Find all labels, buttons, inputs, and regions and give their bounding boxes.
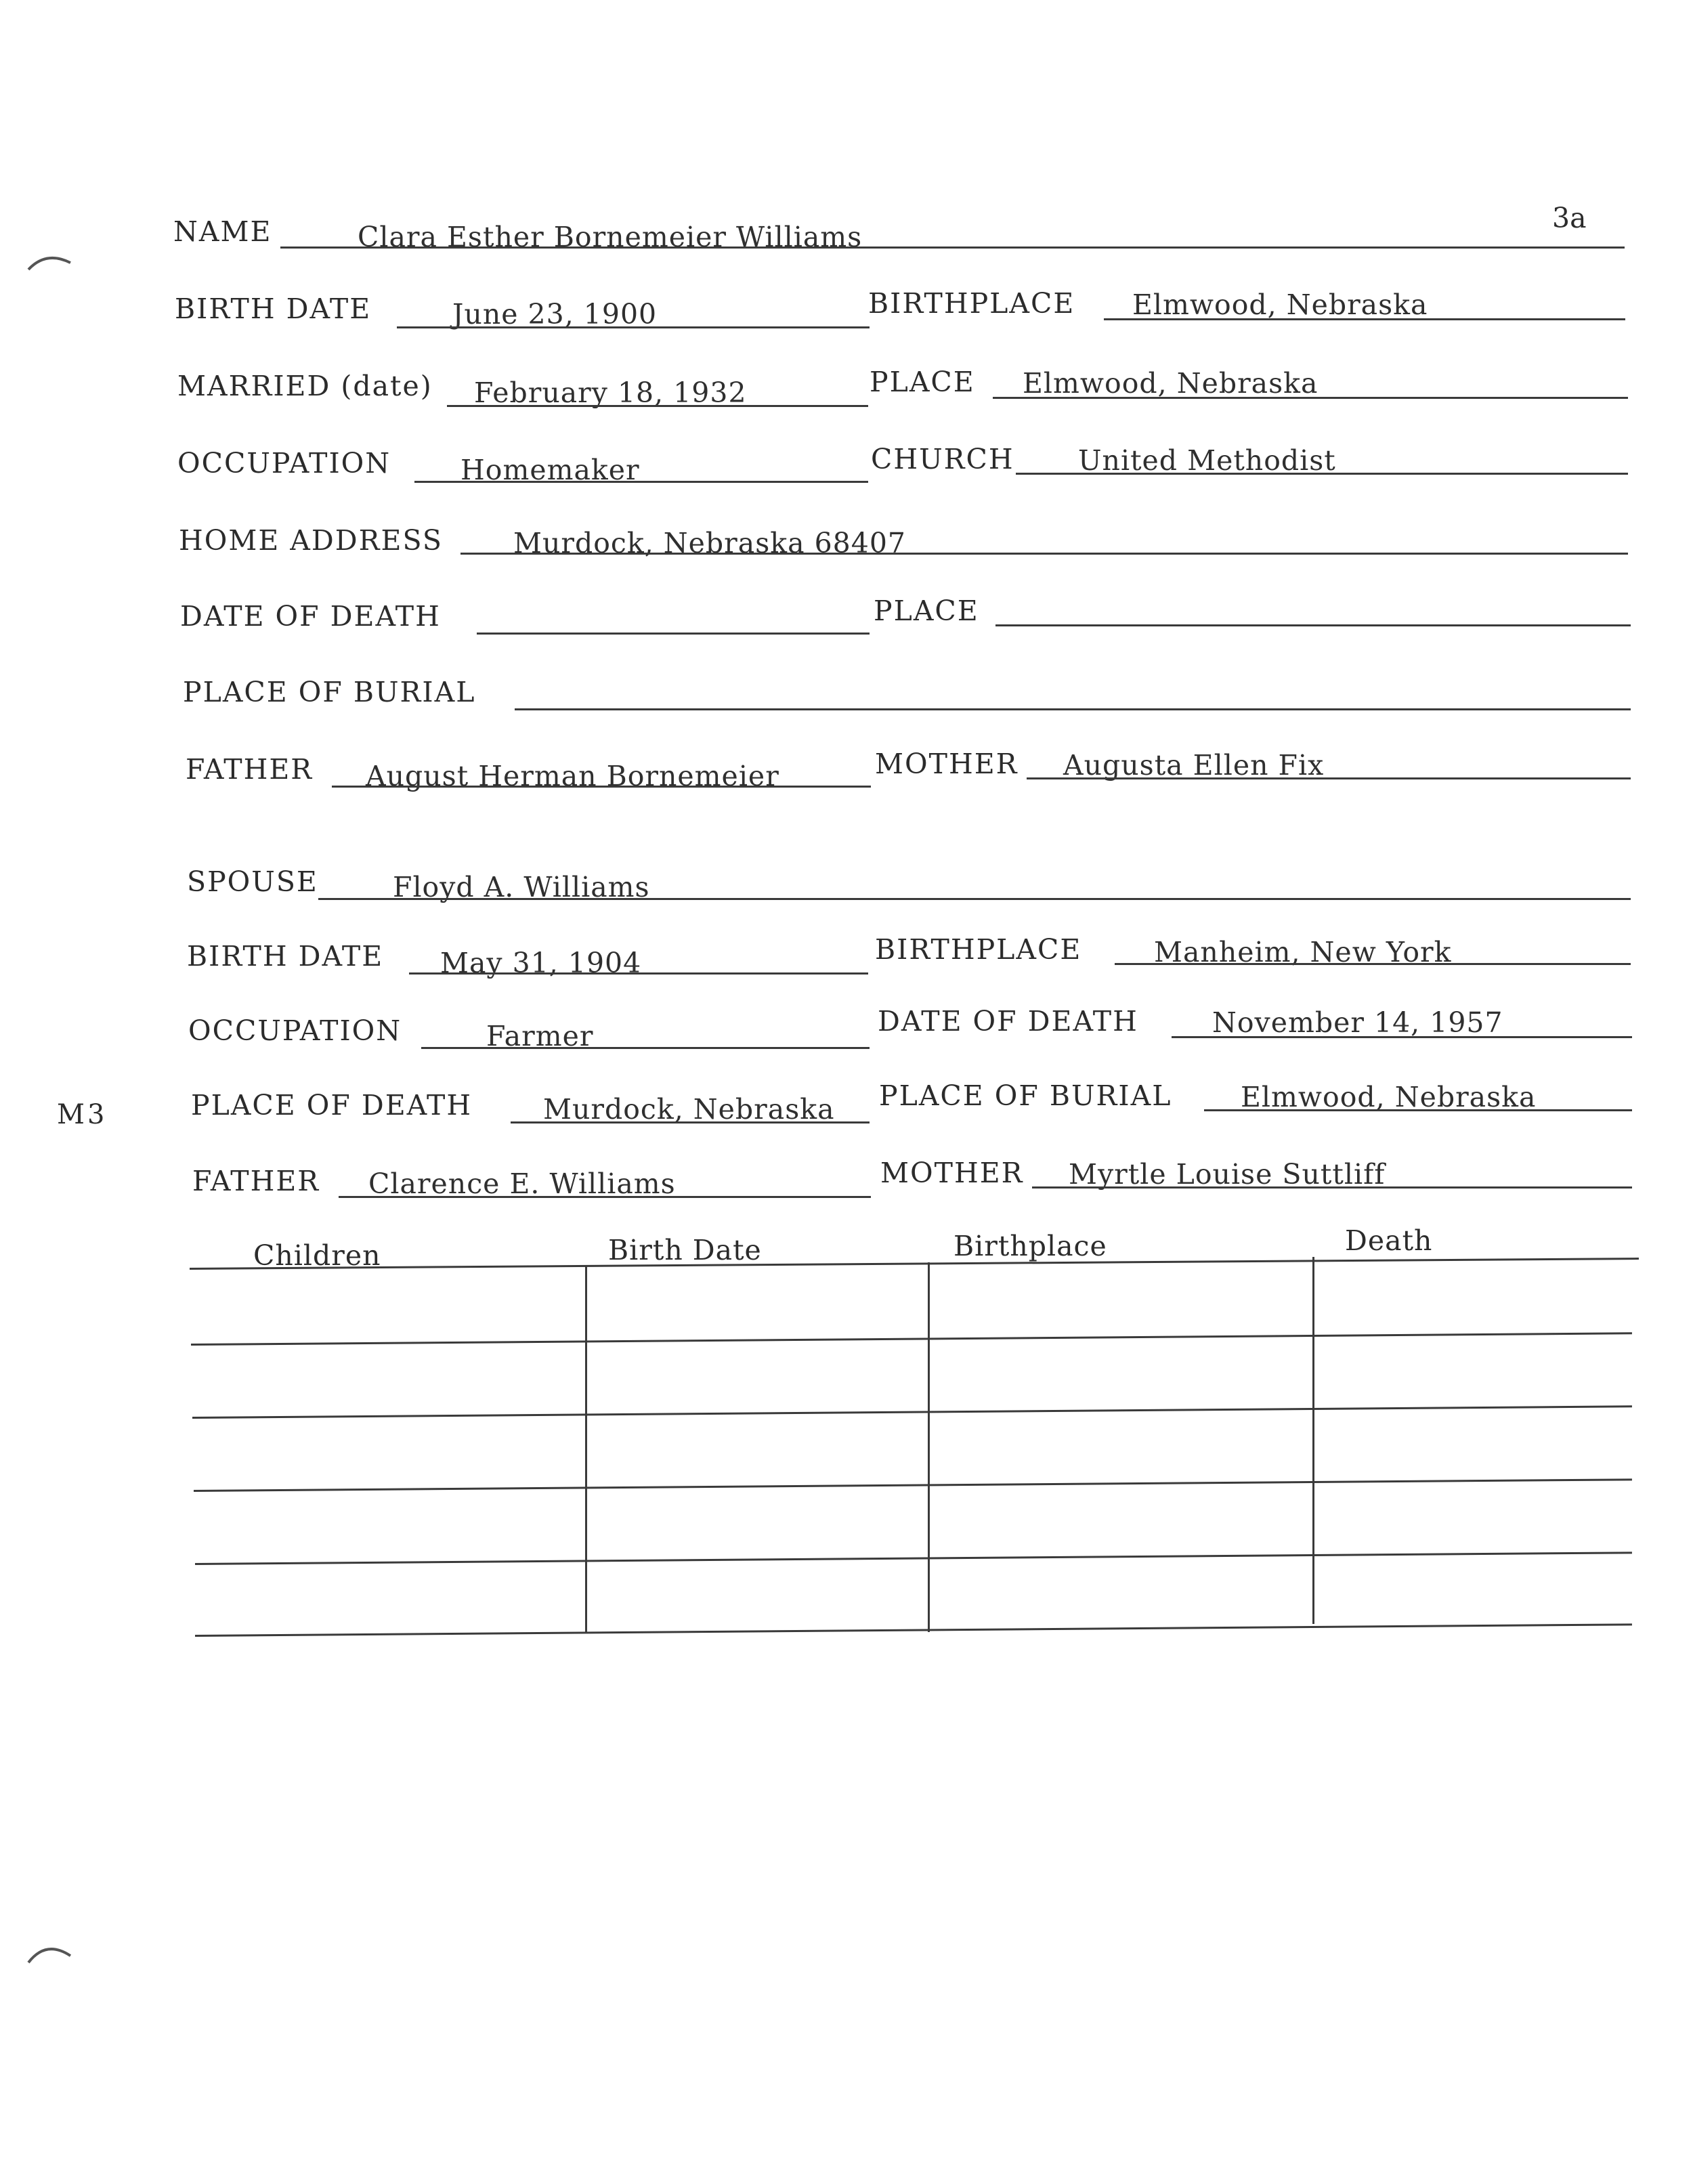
spouse-date-of-death-label: DATE OF DEATH xyxy=(878,1005,1138,1037)
home-address-label: HOME ADDRESS xyxy=(179,524,443,557)
spouse-date-of-death-value: November 14, 1957 xyxy=(1212,1006,1503,1039)
spouse-label: SPOUSE xyxy=(187,865,318,898)
spouse-place-of-death-rule xyxy=(511,1121,870,1123)
father-value: August Herman Bornemeier xyxy=(366,760,779,792)
birthplace-header: Birthplace xyxy=(953,1230,1107,1262)
margin-label: M3 xyxy=(57,1099,108,1130)
spouse-place-of-death-value: Murdock, Nebraska xyxy=(543,1093,835,1126)
birth-date-label: BIRTH DATE xyxy=(175,293,372,325)
spouse-rule xyxy=(318,898,1631,900)
birth-date-header: Birth Date xyxy=(608,1234,762,1266)
church-rule xyxy=(1016,473,1628,475)
spouse-place-of-burial-label: PLACE OF BURIAL xyxy=(879,1079,1172,1112)
spouse-mother-value: Myrtle Louise Suttliff xyxy=(1069,1158,1386,1191)
date-of-death-rule xyxy=(477,633,870,635)
death-place-rule xyxy=(995,624,1631,626)
spouse-father-value: Clarence E. Williams xyxy=(368,1168,676,1200)
spouse-mother-rule xyxy=(1032,1186,1632,1189)
spouse-father-rule xyxy=(339,1196,871,1198)
spouse-birth-date-label: BIRTH DATE xyxy=(187,940,384,972)
birth-date-rule xyxy=(397,326,870,328)
father-rule xyxy=(332,786,871,788)
table-column-divider xyxy=(585,1266,587,1632)
punch-hole-icon xyxy=(26,249,73,283)
name-rule xyxy=(280,247,1625,249)
table-column-divider xyxy=(1312,1257,1314,1624)
table-row xyxy=(195,1623,1632,1637)
place-of-burial-rule xyxy=(515,708,1631,710)
mother-value: Augusta Ellen Fix xyxy=(1063,749,1325,781)
birth-date-value: June 23, 1900 xyxy=(452,298,658,330)
table-row xyxy=(191,1332,1632,1346)
spouse-place-of-burial-rule xyxy=(1204,1109,1632,1111)
table-row xyxy=(195,1551,1632,1565)
married-date-value: February 18, 1932 xyxy=(474,377,747,409)
spouse-birthplace-value: Manheim, New York xyxy=(1154,936,1452,968)
spouse-place-of-death-label: PLACE OF DEATH xyxy=(191,1089,473,1121)
death-header: Death xyxy=(1345,1224,1433,1257)
birthplace-value: Elmwood, Nebraska xyxy=(1132,288,1428,321)
married-place-rule xyxy=(993,397,1628,399)
occupation-value: Homemaker xyxy=(460,454,640,486)
table-header-rule xyxy=(190,1258,1639,1270)
birthplace-rule xyxy=(1104,318,1625,320)
spouse-occupation-rule xyxy=(421,1047,870,1049)
spouse-birthplace-rule xyxy=(1115,963,1631,965)
table-row xyxy=(194,1478,1632,1492)
married-place-value: Elmwood, Nebraska xyxy=(1023,367,1319,400)
spouse-mother-label: MOTHER xyxy=(880,1157,1024,1189)
church-value: United Methodist xyxy=(1078,444,1336,477)
spouse-place-of-burial-value: Elmwood, Nebraska xyxy=(1241,1081,1537,1113)
married-label: MARRIED (date) xyxy=(177,370,433,402)
church-label: CHURCH xyxy=(871,443,1014,475)
spouse-birth-date-rule xyxy=(409,972,868,975)
home-address-rule xyxy=(460,553,1628,555)
punch-hole-icon xyxy=(26,1935,73,1969)
page-number: 3a xyxy=(1552,202,1587,234)
table-row xyxy=(192,1405,1632,1419)
married-place-label: PLACE xyxy=(870,366,975,398)
birthplace-label: BIRTHPLACE xyxy=(868,287,1075,320)
mother-label: MOTHER xyxy=(875,748,1019,780)
death-place-label: PLACE xyxy=(874,595,979,627)
occupation-rule xyxy=(414,481,868,483)
spouse-date-of-death-rule xyxy=(1172,1036,1632,1038)
married-date-rule xyxy=(447,405,868,407)
name-label: NAME xyxy=(173,215,272,248)
mother-rule xyxy=(1027,777,1631,779)
spouse-father-label: FATHER xyxy=(192,1165,320,1197)
place-of-burial-label: PLACE OF BURIAL xyxy=(183,676,476,708)
spouse-occupation-value: Farmer xyxy=(486,1020,594,1052)
father-label: FATHER xyxy=(186,753,314,786)
home-address-value: Murdock, Nebraska 68407 xyxy=(513,527,907,559)
spouse-value: Floyd A. Williams xyxy=(393,871,650,903)
table-column-divider xyxy=(928,1262,930,1632)
children-header: Children xyxy=(253,1239,381,1272)
date-of-death-label: DATE OF DEATH xyxy=(180,600,441,633)
spouse-occupation-label: OCCUPATION xyxy=(188,1014,402,1047)
occupation-label: OCCUPATION xyxy=(177,447,391,479)
spouse-birthplace-label: BIRTHPLACE xyxy=(875,933,1082,966)
spouse-birth-date-value: May 31, 1904 xyxy=(440,947,642,979)
name-value: Clara Esther Bornemeier Williams xyxy=(358,221,863,253)
